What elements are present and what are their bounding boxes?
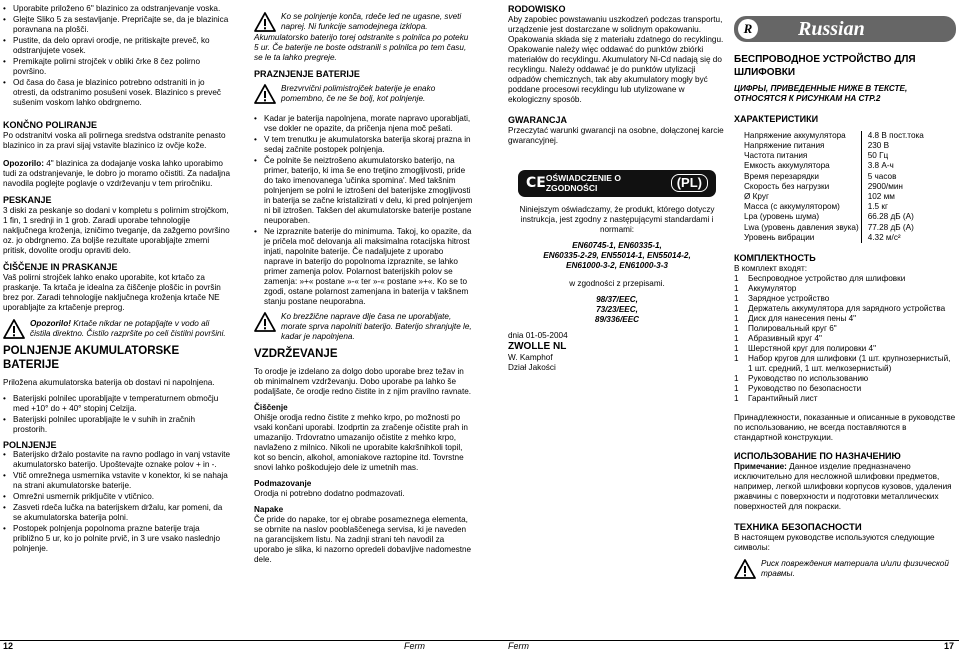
ce-mark-icon: CE	[526, 174, 546, 191]
spec-row	[742, 141, 926, 151]
item-text: Шерстяной круг для полировки 4"	[748, 343, 876, 353]
paragraph: 3 diski za peskanje so dodani v kompletu s polirnim strojčkom, 1 fin, 1 srednji in 1 grob. Zaradi uporabe tehnologije naključnega kroženja, izničimo tveganje, da zažgemo površino oz. jo obdrgnemo. Za boljše rezultate uporabljajte zmerni pritisk, dovolite orodju opraviti delo.	[3, 205, 230, 255]
warning-text: Риск повреждения материала и/или физической травмы.	[761, 559, 949, 579]
declaration-banner	[518, 170, 716, 197]
spec-label: Частота питания	[744, 151, 808, 161]
paragraph: Vaš polirni strojček lahko enako uporabite, kot krtačo za praskanje. Ta krtača je idealna za čiščenje ploščic in površin brez por. Zaradi tehnologije naključnega kroženja krtače NE uporabljajte za krtačenje preprog.	[3, 272, 221, 312]
warning-triangle-icon	[254, 12, 276, 32]
warning-label: Opozorilo!	[30, 318, 71, 328]
paragraph: Če pride do napake, tor ej obrabe posameznega elementa, se obrnite na naslov pooblaščenega servisa, ki je naveden na garancijskem listu. Na zadnji strani teh navodil za uporabo je slika, ki nazorno opredeli dobavljive nadomestne dele.	[254, 514, 472, 564]
subheading-cleaning: Čiščenje	[254, 402, 288, 412]
list-item	[734, 314, 956, 324]
declaration-date: dnia 01-05-2004	[508, 330, 568, 340]
section-heading-intended-use: ИСПОЛЬЗОВАНИЕ ПО НАЗНАЧЕНИЮ	[734, 450, 901, 461]
page-title: БЕСПРОВОДНОЕ УСТРОЙСТВО ДЛЯ ШЛИФОВКИ	[734, 54, 916, 78]
spec-row	[742, 151, 926, 161]
list-item	[734, 354, 956, 374]
section-heading-warranty: GWARANCJA	[508, 114, 568, 125]
page-number-right: 17	[944, 641, 955, 652]
section-heading-contents: КОМПЛЕКТНОСТЬ	[734, 252, 816, 263]
warning-triangle-icon	[254, 312, 276, 332]
item-text: Беспроводное устройство для шлифовки	[748, 273, 906, 283]
list-item	[734, 374, 956, 384]
spec-row	[742, 172, 926, 182]
language-banner	[734, 16, 956, 42]
list-item: • Baterijsko držalo postavite na ravno podlago in vanj vstavite akumulatorsko baterijo. Upoštevajte oznake polov + in -.	[3, 450, 231, 470]
contents-intro: В комплект входят:	[734, 263, 808, 273]
list-item: • Uporabite priloženo 6" blazinico za odstranjevanje voska.	[3, 4, 231, 14]
spec-value: 77.28 дБ (A)	[861, 223, 926, 233]
norms-line: EN60745-1, EN60335-1,	[572, 240, 662, 250]
specifications-table	[742, 131, 926, 243]
brand-footer-left: Ferm	[404, 641, 425, 652]
spec-label: Напряжение аккумулятора	[744, 130, 846, 140]
list-item: • Premikajte polirni strojček v obliki črke 8 čez polirno površino.	[3, 57, 231, 77]
contents-list	[734, 274, 956, 404]
subheading-faults: Napake	[254, 504, 284, 514]
item-quantity: 1	[734, 393, 739, 403]
language-letter-badge: R	[738, 19, 758, 39]
paragraph: Priložena akumulatorska baterija ob dostavi ni napolnjena.	[3, 377, 215, 387]
list-item: • Od časa do časa je blazinico potrebno odstraniti in jo otresti, da odstranimo posušeni vosek. Blazinico s preveč sušenim voskom lahko obdrgnemo.	[3, 78, 231, 108]
spec-value: 230 В	[861, 141, 926, 151]
list-item: • Pustite, da delo opravi orodje, ne pritiskajte preveč, ko odstranjujete vosek.	[3, 36, 231, 56]
warning-paragraph	[3, 159, 231, 189]
charging-conditions-list	[3, 394, 231, 435]
note-text: Данное изделие предназначено исключительно для несложной шлифовки предметов, например, легкой шлифовки корпусов кузовов, удаления ржавчины с поверхности и подготовки металлических поверхностей для покраски.	[734, 461, 952, 511]
directive-line: 98/37/EEC,	[596, 294, 638, 304]
list-item: • Baterijski polnilec uporabljajte le v suhih in zračnih prostorih.	[3, 415, 231, 435]
list-item	[734, 334, 956, 344]
section-heading-sanding: PESKANJE	[3, 194, 52, 205]
spec-value: 5 часов	[861, 172, 926, 182]
paragraph: Przeczytać warunki gwarancji na osobne, dołączonej karcie gwarancyjnej.	[508, 125, 724, 145]
paragraph: Aby zapobiec powstawaniu uszkodzeń podczas transportu, urządzenie jest dostarczane w solidnym opakowaniu. Opakowania składa się z materiału zdatnego do recyklingu. Opakowanie należy więc oddawać do punktów zbiórki materiałów do recyklingu. Akumulatory Ni-Cd nadają się do recyklingu. Należy oddawać je do punktów utylizacji odpadów chemicznych, tak aby akumulatory mogły być poddane procesowi recyklingu lub utylizowane w ekologiczny sposób.	[508, 14, 724, 104]
item-text: Держатель аккумулятора для зарядного устройства	[748, 303, 946, 313]
item-quantity: 1	[734, 313, 739, 323]
spec-label: Напряжение питания	[744, 141, 825, 151]
spec-row	[742, 212, 926, 222]
item-quantity: 1	[734, 333, 739, 343]
item-text: Зарядное устройство	[748, 293, 830, 303]
list-item: • Vtič omrežnega usmernika vstavite v konektor, ki se nahaja na strani akumulatorske baterije.	[3, 471, 231, 491]
list-item: • Kadar je baterija napolnjena, morate napravo uporabljati, vse dokler ne opazite, da pričenja njena moč pešati.	[254, 114, 474, 134]
spec-label: Lpa (уровень шума)	[744, 212, 820, 222]
list-item	[734, 324, 956, 334]
paragraph: Orodja ni potrebno dodatno podmazovati.	[254, 488, 405, 498]
spec-value: 4.32 м/с²	[861, 233, 926, 243]
item-text: Диск для нанесения пены 4"	[748, 313, 857, 323]
item-text: Гарантийный лист	[748, 393, 818, 403]
spec-label: Емкость аккумулятора	[744, 161, 830, 171]
list-item	[734, 294, 956, 304]
directive-line: 73/23/EEC,	[596, 304, 638, 314]
language-name: Russian	[798, 17, 865, 40]
spec-row	[742, 192, 926, 202]
section-heading-specs: ХАРАКТЕРИСТИКИ	[734, 114, 819, 124]
list-item: • Baterijski polnilec uporabljajte v temperaturnem območju med +10° do + 40° stopinj Celzija.	[3, 394, 231, 414]
warning-block	[3, 319, 231, 339]
signer-name: W. Kamphof	[508, 352, 553, 362]
spec-row	[742, 233, 926, 243]
list-item	[734, 304, 956, 314]
item-quantity: 1	[734, 283, 739, 293]
warning-block	[254, 12, 474, 32]
paragraph: Po odstranitvi voska ali polirnega sredstva odstranite penasto blazinico in za pravi sijaj vstavite blazinico iz ovčje kože.	[3, 130, 226, 150]
warning-triangle-icon	[734, 559, 756, 579]
discharge-list	[254, 114, 474, 307]
list-item: • V tem trenutku je akumulatorska baterija skoraj prazna in sedaj začnite postopek polnjenja.	[254, 135, 474, 155]
spec-label: Масса (с аккумулятором)	[744, 202, 840, 212]
item-quantity: 1	[734, 343, 739, 353]
charging-steps-list	[3, 450, 231, 554]
section-heading-safety: ТЕХНИКА БЕЗОПАСНОСТИ	[734, 521, 862, 533]
norms-line: EN60335-2-29, EN55014-1, EN55014-2,	[543, 250, 691, 260]
note-label: Примечание:	[734, 461, 787, 471]
paragraph: В настоящем руководстве используются следующие символы:	[734, 533, 935, 553]
warning-text: 4" blazinica za dodajanje voska lahko uporabimo tudi za odstranjevanje, le dobro jo moramo očistiti. Za nadaljna navodila poglejte poglavje o vzdrževanju v tem priročniku.	[3, 158, 231, 188]
section-heading-environment: RODOWISKO	[508, 4, 566, 14]
norms-line: EN61000-3-2, EN61000-3-3	[566, 260, 668, 270]
list-item	[734, 344, 956, 354]
footer-divider	[0, 640, 959, 641]
subheading-lubrication: Podmazovanje	[254, 478, 312, 488]
paragraph: Ohišje orodja redno čistite z mehko krpo, po možnosti po vsaki končani uporabi. Izodprtin za zračenje očistite prah in umazanijo. Trdovratno umazanijo očistite z mehko krpo, navlaženo z milnico. Nikoli ne uporabite kakršnihkoli topil, kot so bencin, alkohol, amoniakove raztopine itd. Tovrstne snovi lahko poškodujejo dele iz umetnih mas.	[254, 412, 468, 472]
directive-line: 89/336/EEC	[594, 314, 640, 324]
page-number-left: 12	[3, 641, 14, 652]
spec-value: 66.28 дБ (A)	[861, 212, 926, 222]
warning-block	[254, 312, 474, 342]
department: Dział Jakości	[508, 362, 556, 372]
warning-block	[734, 559, 956, 579]
column-russian	[734, 4, 956, 585]
list-item: • Glejte Sliko 5 za sestavljanje. Prepričajte se, da je blazinica poravnana na plošči.	[3, 15, 231, 35]
item-quantity: 1	[734, 273, 739, 283]
item-quantity: 1	[734, 353, 739, 363]
column-slovenian-left	[3, 4, 231, 559]
warning-block	[254, 84, 474, 104]
spec-value: 3.8 А-ч	[861, 161, 926, 171]
warning-text: Krtače nikdar ne potapljajte v vodo ali čistila direktno. Čistilo razpršite po celi čistilni površini.	[30, 318, 226, 338]
declaration-place: ZWOLLE NL	[508, 340, 567, 352]
page-subtitle: ЦИФРЫ, ПРИВЕДЕННЫЕ НИЖЕ В ТЕКСТЕ, ОТНОСЯТСЯ К РИСУНКАМ НА СТР.2	[734, 84, 908, 103]
warning-text: Ko brezžične naprave dlje časa ne uporabljate, morate sprva napolniti baterijo. Baterijo shranjujte le, kadar je napolnjena.	[281, 311, 472, 341]
spec-row	[742, 223, 926, 233]
section-heading-cleaning: ČIŠČENJE IN PRASKANJE	[3, 261, 118, 272]
spec-label: Уровень вибрации	[744, 232, 815, 242]
item-text: Полировальный круг 6"	[748, 323, 837, 333]
warning-label: Opozorilo:	[3, 158, 44, 168]
list-item	[734, 274, 956, 284]
list-item: • Omrežni usmernik priključite v vtičnico.	[3, 492, 231, 502]
declaration-title: OŚWIADCZENIE O ZGODNOŚCI	[545, 172, 621, 194]
spec-label: Время перезарядки	[744, 171, 819, 181]
paragraph: Принадлежности, показанные и описанные в руководстве по использованию, не всегда поставляются в стандартной конструкции.	[734, 412, 956, 442]
item-text: Руководство по использованию	[748, 373, 869, 383]
paragraph	[734, 462, 956, 512]
language-code: (PL)	[671, 174, 708, 192]
item-quantity: 1	[734, 303, 739, 313]
item-quantity: 1	[734, 293, 739, 303]
item-quantity: 1	[734, 383, 739, 393]
warning-triangle-icon	[3, 319, 25, 339]
section-heading-maintenance: VZDRŽEVANJE	[254, 347, 338, 360]
spec-value: 4.8 В пост.тока	[861, 131, 926, 141]
paragraph: Akumulatorsko baterijo torej odstranite s polnilca po poteku 5 ur. Če baterije ne boste odstranili s polnilca po tem času, se le ta lahko pregreje.	[254, 33, 469, 62]
spec-label: Lwa (уровень давления звука)	[744, 222, 859, 232]
list-item: • Postopek polnjenja popolnoma prazne baterije traja približno 5 ur, ko jo polnite prvič, in 3 ure vsako naslednjo polnjenje.	[3, 524, 231, 554]
list-item: • Ne izpraznite baterije do minimuma. Takoj, ko opazite, da je pričela moč delovanja ali maksimalna rotacijska hitrost injati, napolnite baterije. Če nadaljujete z uporabo naprave in baterijo do popolnoma izpraznite, se lahko primer zamenja polov. Polarnost baterijskih polov se zamenja: »+« postane »-« ter »-« postane »+«. Ko se to zgodi, ostane polarnost zamenjana in baterija v takšnem stanju postane neuporabna.	[254, 227, 474, 307]
brand-footer-right: Ferm	[508, 641, 529, 652]
list-item: • Če polnite še neiztrošeno akumulatorsko baterijo, na primer, baterijo, ki ima še eno tretjino zmogljivosti, pride do tako imenovanega 'učinka spomina'. Med takšnim polnjenjem se polni le iztrošeni del baterijske zmogljivosti in baterija se začne kristalizirati v delu, ki pred polnjenjem ni bil iztrošen. Takšen del akumulatorske baterije postane neuporaben.	[254, 156, 474, 226]
spec-value: 1.5 кг	[861, 202, 926, 212]
spec-row	[742, 202, 926, 212]
section-heading-final-polish: KONČNO POLIRANJE	[3, 120, 98, 130]
spec-row	[742, 131, 926, 141]
list-item	[734, 284, 956, 294]
paragraph: To orodje je izdelano za dolgo dobo uporabe brez težav in ob minimalnem vzdrževanju. Dobo uporabe pa lahko še podaljšate, če orodje redno čistite in z njim pravilno ravnate.	[254, 366, 472, 396]
spec-label: Ø Круг	[744, 192, 769, 201]
warning-text: Brezvrvični polimistrojček baterije je enako pomembno, če ne še bolj, kot polnjenje.	[281, 83, 436, 103]
item-quantity: 1	[734, 323, 739, 333]
spec-value: 2900/мин	[861, 182, 926, 192]
section-heading-discharge: PRAZNJENJE BATERIJE	[254, 69, 360, 79]
signature-block	[508, 331, 726, 373]
item-text: Абразивный круг 4"	[748, 333, 822, 343]
section-heading-battery-charging: POLNJENJE AKUMULATORSKE BATERIJE	[3, 344, 180, 371]
spec-value: 102 мм	[861, 192, 926, 202]
section-heading-charging: POLNJENJE	[3, 439, 57, 450]
paragraph: Niniejszym oświadczamy, że produkt, którego dotyczy instrukcja, jest zgodny z następującymi standardami i normami:	[519, 204, 715, 234]
column-polish	[508, 4, 726, 373]
warning-text: Ko se polnjenje konča, rdeče led ne ugasne, sveti naprej. Ni funkcije samodejnega izklopa.	[281, 12, 462, 31]
item-text: Аккумулятор	[748, 283, 797, 293]
paragraph: w zgodności z przepisami.	[569, 278, 665, 288]
spec-label: Скорость без нагрузки	[744, 181, 830, 191]
item-text: Руководство по безопасности	[748, 383, 862, 393]
polishing-steps-list	[3, 4, 231, 108]
spec-row	[742, 182, 926, 192]
list-item	[734, 394, 956, 404]
column-slovenian-right	[254, 4, 474, 571]
list-item: • Zasveti rdeča lučka na baterijskem držalu, kar pomeni, da se akumulatorska baterija polni.	[3, 503, 231, 523]
list-item	[734, 384, 956, 394]
spec-row	[742, 161, 926, 171]
warning-triangle-icon	[254, 84, 276, 104]
spec-value: 50 Гц	[861, 151, 926, 161]
item-text: Набор кругов для шлифовки (1 шт. крупнозернистый, 1 шт. средний, 1 шт. мелкозернистый)	[748, 353, 951, 373]
item-quantity: 1	[734, 373, 739, 383]
